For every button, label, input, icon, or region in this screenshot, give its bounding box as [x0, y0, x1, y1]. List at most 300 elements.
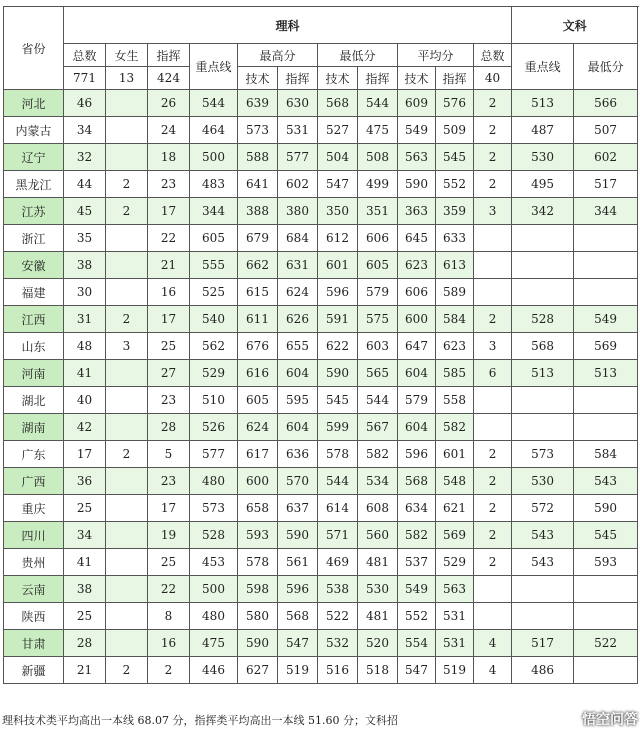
- cell-av-t: 647: [398, 333, 436, 360]
- table-row: [4, 252, 638, 279]
- cell-female: [106, 468, 148, 495]
- cell-lo-t: 469: [318, 549, 358, 576]
- cell-female: [106, 630, 148, 657]
- cell-lo-c: 481: [358, 549, 398, 576]
- cell-a-min: [574, 603, 638, 630]
- highest-cmd-header: 指挥: [278, 67, 318, 90]
- cell-a-key: [512, 225, 574, 252]
- cell-total: 35: [64, 225, 106, 252]
- cell-total: 38: [64, 252, 106, 279]
- cell-hi-c: 655: [278, 333, 318, 360]
- cell-total: 31: [64, 306, 106, 333]
- table-row: [4, 387, 638, 414]
- cell-lo-t: 622: [318, 333, 358, 360]
- table-row: [4, 441, 638, 468]
- province-header: 省份: [4, 7, 64, 90]
- cell-av-c: 548: [436, 468, 474, 495]
- cell-female: 2: [106, 306, 148, 333]
- cell-hi-c: 531: [278, 117, 318, 144]
- cell-cmd: 18: [148, 144, 190, 171]
- cell-a-min: 584: [574, 441, 638, 468]
- cell-hi-c: 380: [278, 198, 318, 225]
- cell-hi-c: 570: [278, 468, 318, 495]
- cell-av-t: 582: [398, 522, 436, 549]
- cell-key: 573: [190, 495, 238, 522]
- table-row: [4, 90, 638, 117]
- cell-cmd: 16: [148, 279, 190, 306]
- province-cell: 湖北: [4, 387, 64, 414]
- province-cell: 湖南: [4, 414, 64, 441]
- cell-total: 34: [64, 117, 106, 144]
- cell-a-key: [512, 414, 574, 441]
- cell-hi-c: 568: [278, 603, 318, 630]
- cell-a-key: 530: [512, 468, 574, 495]
- province-cell: 内蒙古: [4, 117, 64, 144]
- cell-hi-t: 624: [238, 414, 278, 441]
- cell-total: 42: [64, 414, 106, 441]
- cell-a-total: 2: [474, 144, 512, 171]
- cell-a-key: 342: [512, 198, 574, 225]
- cell-av-c: 545: [436, 144, 474, 171]
- cell-a-total: [474, 576, 512, 603]
- cell-hi-t: 617: [238, 441, 278, 468]
- cell-cmd: 25: [148, 549, 190, 576]
- table-row: [4, 144, 638, 171]
- cell-a-total: [474, 603, 512, 630]
- cell-a-key: [512, 252, 574, 279]
- cell-lo-t: 516: [318, 657, 358, 684]
- cell-female: [106, 252, 148, 279]
- province-cell: 广东: [4, 441, 64, 468]
- wukong-logo-icon: [559, 710, 579, 728]
- cell-hi-c: 590: [278, 522, 318, 549]
- cell-a-min: 590: [574, 495, 638, 522]
- cell-a-min: [574, 576, 638, 603]
- cell-a-min: 507: [574, 117, 638, 144]
- cell-hi-c: 604: [278, 414, 318, 441]
- cell-av-c: 576: [436, 90, 474, 117]
- cell-hi-t: 593: [238, 522, 278, 549]
- table-row: [4, 171, 638, 198]
- cell-a-total: [474, 279, 512, 306]
- province-cell: 黑龙江: [4, 171, 64, 198]
- cell-lo-c: 544: [358, 90, 398, 117]
- cell-key: 526: [190, 414, 238, 441]
- cell-hi-c: 684: [278, 225, 318, 252]
- cell-a-key: 513: [512, 90, 574, 117]
- cell-key: 480: [190, 468, 238, 495]
- cell-av-c: 585: [436, 360, 474, 387]
- cell-av-c: 613: [436, 252, 474, 279]
- cell-hi-t: 615: [238, 279, 278, 306]
- cell-female: 2: [106, 657, 148, 684]
- cell-a-min: 602: [574, 144, 638, 171]
- cell-lo-c: 499: [358, 171, 398, 198]
- cell-key: 525: [190, 279, 238, 306]
- cell-a-key: 572: [512, 495, 574, 522]
- lowest-tech-header: 技术: [318, 67, 358, 90]
- cell-av-t: 609: [398, 90, 436, 117]
- cell-a-total: 2: [474, 171, 512, 198]
- cell-key: 540: [190, 306, 238, 333]
- province-cell: 江西: [4, 306, 64, 333]
- cell-total: 28: [64, 630, 106, 657]
- cell-lo-t: 599: [318, 414, 358, 441]
- cell-av-c: 531: [436, 630, 474, 657]
- province-cell: 云南: [4, 576, 64, 603]
- cell-a-min: [574, 225, 638, 252]
- cell-a-min: 545: [574, 522, 638, 549]
- cell-female: [106, 549, 148, 576]
- province-cell: 新疆: [4, 657, 64, 684]
- cell-a-total: 2: [474, 468, 512, 495]
- cell-lo-t: 578: [318, 441, 358, 468]
- arts-total-count: 40: [474, 67, 512, 90]
- cell-av-t: 579: [398, 387, 436, 414]
- cell-av-c: 623: [436, 333, 474, 360]
- science-command-count: 424: [148, 67, 190, 90]
- table-row: [4, 468, 638, 495]
- cell-hi-t: 600: [238, 468, 278, 495]
- table-row: [4, 657, 638, 684]
- table-row: [4, 414, 638, 441]
- cell-lo-c: 603: [358, 333, 398, 360]
- cell-a-total: [474, 387, 512, 414]
- cell-lo-t: 504: [318, 144, 358, 171]
- province-cell: 重庆: [4, 495, 64, 522]
- cell-a-total: 4: [474, 657, 512, 684]
- cell-hi-c: 561: [278, 549, 318, 576]
- cell-female: [106, 495, 148, 522]
- highest-tech-header: 技术: [238, 67, 278, 90]
- cell-a-key: 530: [512, 144, 574, 171]
- cell-av-t: 596: [398, 441, 436, 468]
- cell-a-total: 2: [474, 522, 512, 549]
- cell-lo-t: 571: [318, 522, 358, 549]
- cell-a-min: 566: [574, 90, 638, 117]
- cell-lo-t: 547: [318, 171, 358, 198]
- table-row: [4, 333, 638, 360]
- cell-hi-c: 631: [278, 252, 318, 279]
- cell-hi-t: 605: [238, 387, 278, 414]
- cell-a-min: 517: [574, 171, 638, 198]
- cell-cmd: 23: [148, 387, 190, 414]
- cell-a-key: 568: [512, 333, 574, 360]
- cell-av-c: 569: [436, 522, 474, 549]
- cell-lo-c: 508: [358, 144, 398, 171]
- cell-total: 38: [64, 576, 106, 603]
- cell-total: 17: [64, 441, 106, 468]
- cell-a-key: [512, 576, 574, 603]
- cell-a-key: 543: [512, 522, 574, 549]
- cell-av-t: 606: [398, 279, 436, 306]
- cell-av-c: 633: [436, 225, 474, 252]
- cell-a-min: 593: [574, 549, 638, 576]
- cell-a-total: 2: [474, 495, 512, 522]
- province-cell: 河南: [4, 360, 64, 387]
- science-header: 理科: [64, 7, 512, 44]
- cell-lo-c: 534: [358, 468, 398, 495]
- province-cell: 辽宁: [4, 144, 64, 171]
- cell-cmd: 16: [148, 630, 190, 657]
- cell-lo-c: 575: [358, 306, 398, 333]
- table-row: [4, 522, 638, 549]
- cell-a-total: [474, 414, 512, 441]
- cell-hi-t: 676: [238, 333, 278, 360]
- cell-av-t: 554: [398, 630, 436, 657]
- cell-total: 41: [64, 360, 106, 387]
- cell-key: 562: [190, 333, 238, 360]
- cell-cmd: 22: [148, 225, 190, 252]
- cell-female: [106, 117, 148, 144]
- cell-a-min: [574, 252, 638, 279]
- table-row: [4, 198, 638, 225]
- cell-av-t: 604: [398, 360, 436, 387]
- table-row: [4, 576, 638, 603]
- cell-lo-t: 545: [318, 387, 358, 414]
- cell-lo-c: 605: [358, 252, 398, 279]
- arts-min-header: 最低分: [574, 44, 638, 90]
- cell-total: 48: [64, 333, 106, 360]
- cell-av-c: 584: [436, 306, 474, 333]
- cell-a-key: 528: [512, 306, 574, 333]
- table-row: [4, 360, 638, 387]
- cell-lo-t: 527: [318, 117, 358, 144]
- cell-female: [106, 279, 148, 306]
- cell-total: 36: [64, 468, 106, 495]
- province-cell: 四川: [4, 522, 64, 549]
- cell-a-min: 569: [574, 333, 638, 360]
- female-header: 女生: [106, 44, 148, 67]
- cell-female: 2: [106, 441, 148, 468]
- cell-cmd: 21: [148, 252, 190, 279]
- cell-a-min: 549: [574, 306, 638, 333]
- cell-av-t: 549: [398, 576, 436, 603]
- cell-av-c: 509: [436, 117, 474, 144]
- cell-av-t: 549: [398, 117, 436, 144]
- table-row: [4, 306, 638, 333]
- cell-a-min: [574, 414, 638, 441]
- cell-av-c: 529: [436, 549, 474, 576]
- cell-hi-t: 588: [238, 144, 278, 171]
- cell-female: [106, 387, 148, 414]
- arts-total-header: 总数: [474, 44, 512, 67]
- cell-a-key: 486: [512, 657, 574, 684]
- cell-lo-t: 532: [318, 630, 358, 657]
- province-cell: 河北: [4, 90, 64, 117]
- cell-female: [106, 522, 148, 549]
- cell-hi-t: 627: [238, 657, 278, 684]
- cell-key: 483: [190, 171, 238, 198]
- cell-hi-t: 658: [238, 495, 278, 522]
- cell-hi-c: 595: [278, 387, 318, 414]
- cell-hi-c: 519: [278, 657, 318, 684]
- footnote: 理科技术类平均高出一本线 68.07 分，指挥类平均高出一本线 51.60 分；文科招: [2, 714, 398, 727]
- cell-total: 34: [64, 522, 106, 549]
- province-cell: 广西: [4, 468, 64, 495]
- watermark: [520, 706, 638, 732]
- cell-female: [106, 414, 148, 441]
- cell-female: [106, 144, 148, 171]
- cell-a-key: 495: [512, 171, 574, 198]
- cell-cmd: 25: [148, 333, 190, 360]
- cell-a-min: 543: [574, 468, 638, 495]
- cell-total: 44: [64, 171, 106, 198]
- cell-a-key: 517: [512, 630, 574, 657]
- cell-av-t: 634: [398, 495, 436, 522]
- cell-av-c: 531: [436, 603, 474, 630]
- province-cell: 安徽: [4, 252, 64, 279]
- cell-a-key: 543: [512, 549, 574, 576]
- cell-key: 544: [190, 90, 238, 117]
- cell-hi-t: 639: [238, 90, 278, 117]
- province-cell: 浙江: [4, 225, 64, 252]
- command-header: 指挥: [148, 44, 190, 67]
- cell-hi-t: 388: [238, 198, 278, 225]
- cell-lo-c: 351: [358, 198, 398, 225]
- cell-av-t: 645: [398, 225, 436, 252]
- lowest-cmd-header: 指挥: [358, 67, 398, 90]
- cell-key: 480: [190, 603, 238, 630]
- cell-female: 2: [106, 171, 148, 198]
- cell-lo-t: 350: [318, 198, 358, 225]
- cell-hi-c: 630: [278, 90, 318, 117]
- province-cell: 贵州: [4, 549, 64, 576]
- cell-lo-t: 614: [318, 495, 358, 522]
- cell-lo-c: 565: [358, 360, 398, 387]
- cell-lo-t: 601: [318, 252, 358, 279]
- cell-total: 25: [64, 495, 106, 522]
- science-female-count: 13: [106, 67, 148, 90]
- cell-lo-c: 518: [358, 657, 398, 684]
- cell-av-c: 558: [436, 387, 474, 414]
- cell-hi-t: 611: [238, 306, 278, 333]
- average-header: 平均分: [398, 44, 474, 67]
- cell-lo-t: 544: [318, 468, 358, 495]
- cell-av-c: 563: [436, 576, 474, 603]
- table-row: [4, 603, 638, 630]
- cell-av-c: 359: [436, 198, 474, 225]
- cell-lo-c: 520: [358, 630, 398, 657]
- cell-hi-t: 662: [238, 252, 278, 279]
- cell-a-min: 513: [574, 360, 638, 387]
- cell-av-c: 552: [436, 171, 474, 198]
- cell-female: 3: [106, 333, 148, 360]
- average-cmd-header: 指挥: [436, 67, 474, 90]
- cell-cmd: 23: [148, 468, 190, 495]
- table-row: [4, 630, 638, 657]
- cell-a-total: [474, 225, 512, 252]
- table-body: [4, 90, 638, 684]
- cell-hi-c: 637: [278, 495, 318, 522]
- cell-cmd: 17: [148, 495, 190, 522]
- cell-hi-t: 590: [238, 630, 278, 657]
- cell-lo-c: 544: [358, 387, 398, 414]
- cell-lo-c: 582: [358, 441, 398, 468]
- cell-a-total: 2: [474, 90, 512, 117]
- cell-cmd: 23: [148, 171, 190, 198]
- cell-key: 605: [190, 225, 238, 252]
- admission-score-table: [3, 6, 638, 684]
- cell-a-total: 4: [474, 630, 512, 657]
- cell-a-key: [512, 603, 574, 630]
- cell-key: 500: [190, 576, 238, 603]
- cell-a-min: [574, 657, 638, 684]
- cell-cmd: 22: [148, 576, 190, 603]
- arts-key-line-header: 重点线: [512, 44, 574, 90]
- cell-av-t: 563: [398, 144, 436, 171]
- key-line-header: 重点线: [190, 44, 238, 90]
- cell-hi-t: 598: [238, 576, 278, 603]
- cell-lo-t: 612: [318, 225, 358, 252]
- cell-cmd: 2: [148, 657, 190, 684]
- cell-a-key: 573: [512, 441, 574, 468]
- cell-lo-t: 538: [318, 576, 358, 603]
- cell-total: 46: [64, 90, 106, 117]
- cell-lo-t: 591: [318, 306, 358, 333]
- cell-lo-c: 530: [358, 576, 398, 603]
- cell-total: 45: [64, 198, 106, 225]
- cell-key: 464: [190, 117, 238, 144]
- cell-total: 30: [64, 279, 106, 306]
- total-header: 总数: [64, 44, 106, 67]
- cell-lo-t: 596: [318, 279, 358, 306]
- cell-lo-c: 567: [358, 414, 398, 441]
- cell-hi-t: 641: [238, 171, 278, 198]
- table-row: [4, 225, 638, 252]
- cell-hi-t: 580: [238, 603, 278, 630]
- cell-key: 577: [190, 441, 238, 468]
- cell-key: 510: [190, 387, 238, 414]
- cell-av-c: 589: [436, 279, 474, 306]
- cell-total: 40: [64, 387, 106, 414]
- cell-key: 446: [190, 657, 238, 684]
- cell-a-total: 6: [474, 360, 512, 387]
- cell-a-total: 2: [474, 117, 512, 144]
- arts-header: 文科: [512, 7, 638, 44]
- cell-cmd: 8: [148, 603, 190, 630]
- province-cell: 山东: [4, 333, 64, 360]
- cell-key: 453: [190, 549, 238, 576]
- cell-hi-c: 636: [278, 441, 318, 468]
- cell-cmd: 17: [148, 198, 190, 225]
- cell-female: [106, 360, 148, 387]
- cell-av-t: 604: [398, 414, 436, 441]
- cell-lo-c: 579: [358, 279, 398, 306]
- cell-key: 529: [190, 360, 238, 387]
- cell-cmd: 26: [148, 90, 190, 117]
- table-row: [4, 495, 638, 522]
- cell-a-min: 522: [574, 630, 638, 657]
- watermark-text: 悟空问答: [582, 712, 638, 728]
- table-row: [4, 549, 638, 576]
- cell-key: 528: [190, 522, 238, 549]
- cell-cmd: 17: [148, 306, 190, 333]
- cell-total: 32: [64, 144, 106, 171]
- cell-female: [106, 90, 148, 117]
- cell-a-min: [574, 387, 638, 414]
- cell-a-min: [574, 279, 638, 306]
- cell-female: [106, 225, 148, 252]
- cell-lo-c: 608: [358, 495, 398, 522]
- cell-cmd: 24: [148, 117, 190, 144]
- cell-a-total: 2: [474, 549, 512, 576]
- cell-lo-t: 568: [318, 90, 358, 117]
- cell-hi-c: 626: [278, 306, 318, 333]
- cell-female: [106, 603, 148, 630]
- cell-a-total: 3: [474, 198, 512, 225]
- cell-av-t: 590: [398, 171, 436, 198]
